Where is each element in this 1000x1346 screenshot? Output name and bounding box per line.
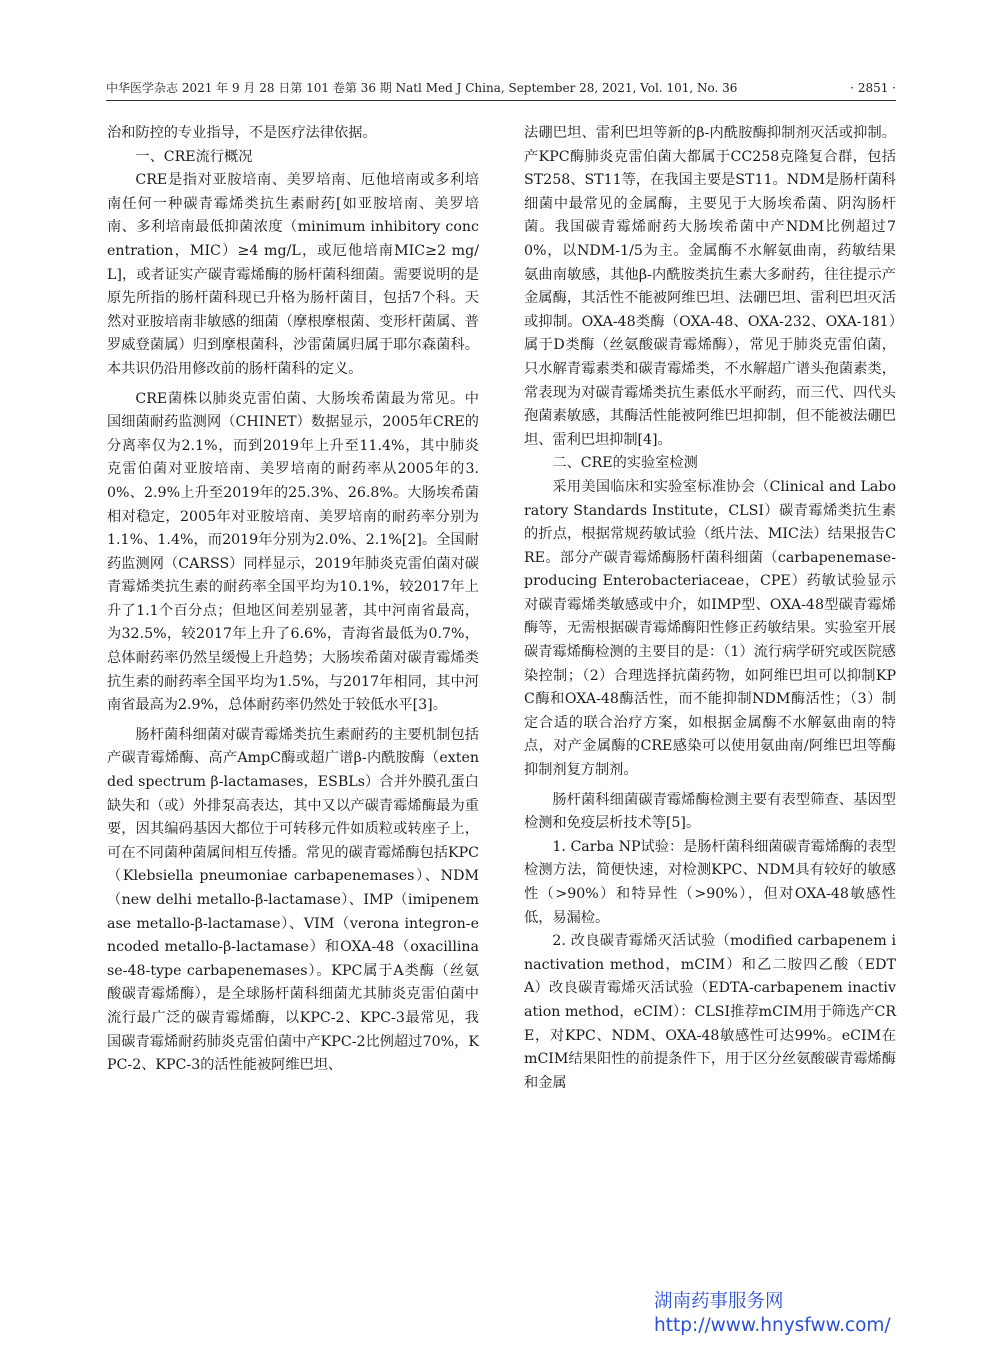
section-heading-1: 一、CRE流行概况 <box>135 148 253 165</box>
paragraph: 2. 改良碳青霉烯灭活试验（modified carbapenem inactivation method，mCIM）和乙二胺四乙酸（EDTA）改良碳青霉烯灭活试验（EDTA-carbapenem inactivation method，eCIM）：CLSI推荐mCIM用于筛选产CRE，对KPC、NDM、OXA-48敏感性可达99%。eCIM在mCIM结果阳性的前提条件下，用于区分丝氨酸碳青霉烯酶和金属 <box>524 933 896 1091</box>
journal-citation: 中华医学杂志 2021 年 9 月 28 日第 101 卷第 36 期 Natl Med J China, September 28, 2021, Vol. 101, No. 36 <box>106 81 738 95</box>
right-column <box>524 122 896 1095</box>
paragraph: 采用美国临床和实验室标准协会（Clinical and Laboratory Standards Institute，CLSI）碳青霉烯类抗生素的折点，根据常规药敏试验（纸片法、MIC法）结果报告CRE。部分产碳青霉烯酶肠杆菌科细菌（carbapenemase-producing Enterobacteriaceae，CPE）药敏试验显示对碳青霉烯类敏感或中介，如IMP型、OXA-48型碳青霉烯酶等，无需根据碳青霉烯酶阳性修正药敏结果。实验室开展碳青霉烯酶检测的主要目的是：（1）流行病学研究或医院感染控制；（2）合理选择抗菌药物，如阿维巴坦可以抑制KPC酶和OXA-48酶活性，而不能抑制NDM酶活性；（3）制定合适的联合治疗方案，如根据金属酶不水解氨曲南的特点，对产金属酶的CRE感染可以使用氨曲南/阿维巴坦等酶抑制剂复方制剂。 <box>524 478 896 779</box>
paragraph: 肠杆菌科细菌对碳青霉烯类抗生素耐药的主要机制包括产碳青霉烯酶、高产AmpC酶或超广谱β-内酰胺酶（extended spectrum β-lactamases，ESBLs）合并外膜孔蛋白缺失和（或）外排泵高表达，其中又以产碳青霉烯酶最为重要，因其编码基因大都位于可转移元件如质粒或转座子上，可在不同菌种菌属间相互传播。常见的碳青霉烯酶包括KPC（Klebsiella pneumoniae carbapenemases）、NDM（new delhi metallo-β-lactamase）、IMP（imipenemase metallo-β-lactamase）、VIM（verona integron-encoded metallo-β-lactamase）和OXA-48（oxacillinase-48-type carbapenemases）。KPC属于A类酶（丝氨酸碳青霉烯酶），是全球肠杆菌科细菌尤其肺炎克雷伯菌中流行最广泛的碳青霉烯酶，以KPC-2、KPC-3最常见，我国碳青霉烯耐药肺炎克雷伯菌中产KPC-2比例超过70%，KPC-2、KPC-3的活性能被阿维巴坦、 <box>107 726 479 1074</box>
left-column <box>107 122 479 1078</box>
watermark <box>654 1290 891 1338</box>
paragraph: CRE是指对亚胺培南、美罗培南、厄他培南或多利培南任何一种碳青霉烯类抗生素耐药[如亚胺培南、美罗培南、多利培南最低抑菌浓度（minimum inhibitory concentration，MIC）≥4 mg/L，或厄他培南MIC≥2 mg/L]，或者证实产碳青霉烯酶的肠杆菌科细菌。需要说明的是原先所指的肠杆菌科现已升格为肠杆菌目，包括7个科。天然对亚胺培南非敏感的细菌（摩根摩根菌、变形杆菌属、普罗威登菌属）归到摩根菌科，沙雷菌属归属于耶尔森菌科。本共识仍沿用修改前的肠杆菌科的定义。 <box>107 172 479 377</box>
running-header <box>106 80 896 96</box>
page-number: · 2851 · <box>850 81 896 95</box>
paragraph: CRE菌株以肺炎克雷伯菌、大肠埃希菌最为常见。中国细菌耐药监测网（CHINET）数据显示，2005年CRE的分离率仅为2.1%，而到2019年上升至11.4%，其中肺炎克雷伯菌对亚胺培南、美罗培南的耐药率从2005年的3.0%、2.9%上升至2019年的25.3%、26.8%。大肠埃希菌相对稳定，2005年对亚胺培南、美罗培南的耐药率分别为1.1%、1.4%，而2019年分别为2.0%、2.1%[2]。全国耐药监测网（CARSS）同样显示，2019年肺炎克雷伯菌对碳青霉烯类抗生素的耐药率全国平均为10.1%，较2017年上升了1.1个百分点；但地区间差别显著，其中河南省最高，为32.5%，较2017年上升了6.6%，青海省最低为0.7%，总体耐药率仍然呈缓慢上升趋势；大肠埃希菌对碳青霉烯类抗生素的耐药率全国平均为1.5%，与2017年相同，其中河南省最高为2.9%，总体耐药率仍然处于较低水平[3]。 <box>107 390 479 714</box>
header-rule <box>106 100 896 101</box>
paragraph: 法硼巴坦、雷利巴坦等新的β-内酰胺酶抑制剂灭活或抑制。产KPC酶肺炎克雷伯菌大都属于CC258克隆复合群，包括ST258、ST11等，在我国主要是ST11。NDM是肠杆菌科细菌中最常见的金属酶，主要见于大肠埃希菌、阴沟肠杆菌。我国碳青霉烯耐药大肠埃希菌中产NDM比例超过70%，以NDM-1/5为主。金属酶不水解氨曲南，药敏结果氨曲南敏感，其他β-内酰胺类抗生素大多耐药，往往提示产金属酶，其活性不能被阿维巴坦、法硼巴坦、雷利巴坦灭活或抑制。OXA-48类酶（OXA-48、OXA-232、OXA-181）属于D类酶（丝氨酸碳青霉烯酶），常见于肺炎克雷伯菌，只水解青霉素类和碳青霉烯类，不水解超广谱头孢菌素类，常表现为对碳青霉烯类抗生素低水平耐药，而三代、四代头孢菌素敏感，其酶活性能被阿维巴坦抑制，但不能被法硼巴坦、雷利巴坦抑制[4]。 <box>524 125 896 448</box>
paragraph: 1. Carba NP试验：是肠杆菌科细菌碳青霉烯酶的表型检测方法，简便快速，对检测KPC、NDM具有较好的敏感性（>90%）和特异性（>90%），但对OXA-48敏感性低，易漏检。 <box>524 838 896 926</box>
watermark-name: 湖南药事服务网 <box>654 1291 784 1312</box>
section-heading-2: 二、CRE的实验室检测 <box>552 455 698 472</box>
watermark-url: http://www.hnysfww.com/ <box>654 1315 891 1336</box>
paragraph: 治和防控的专业指导，不是医疗法律依据。 <box>107 125 377 141</box>
paragraph: 肠杆菌科细菌碳青霉烯酶检测主要有表型筛查、基因型检测和免疫层析技术等[5]。 <box>524 791 896 832</box>
